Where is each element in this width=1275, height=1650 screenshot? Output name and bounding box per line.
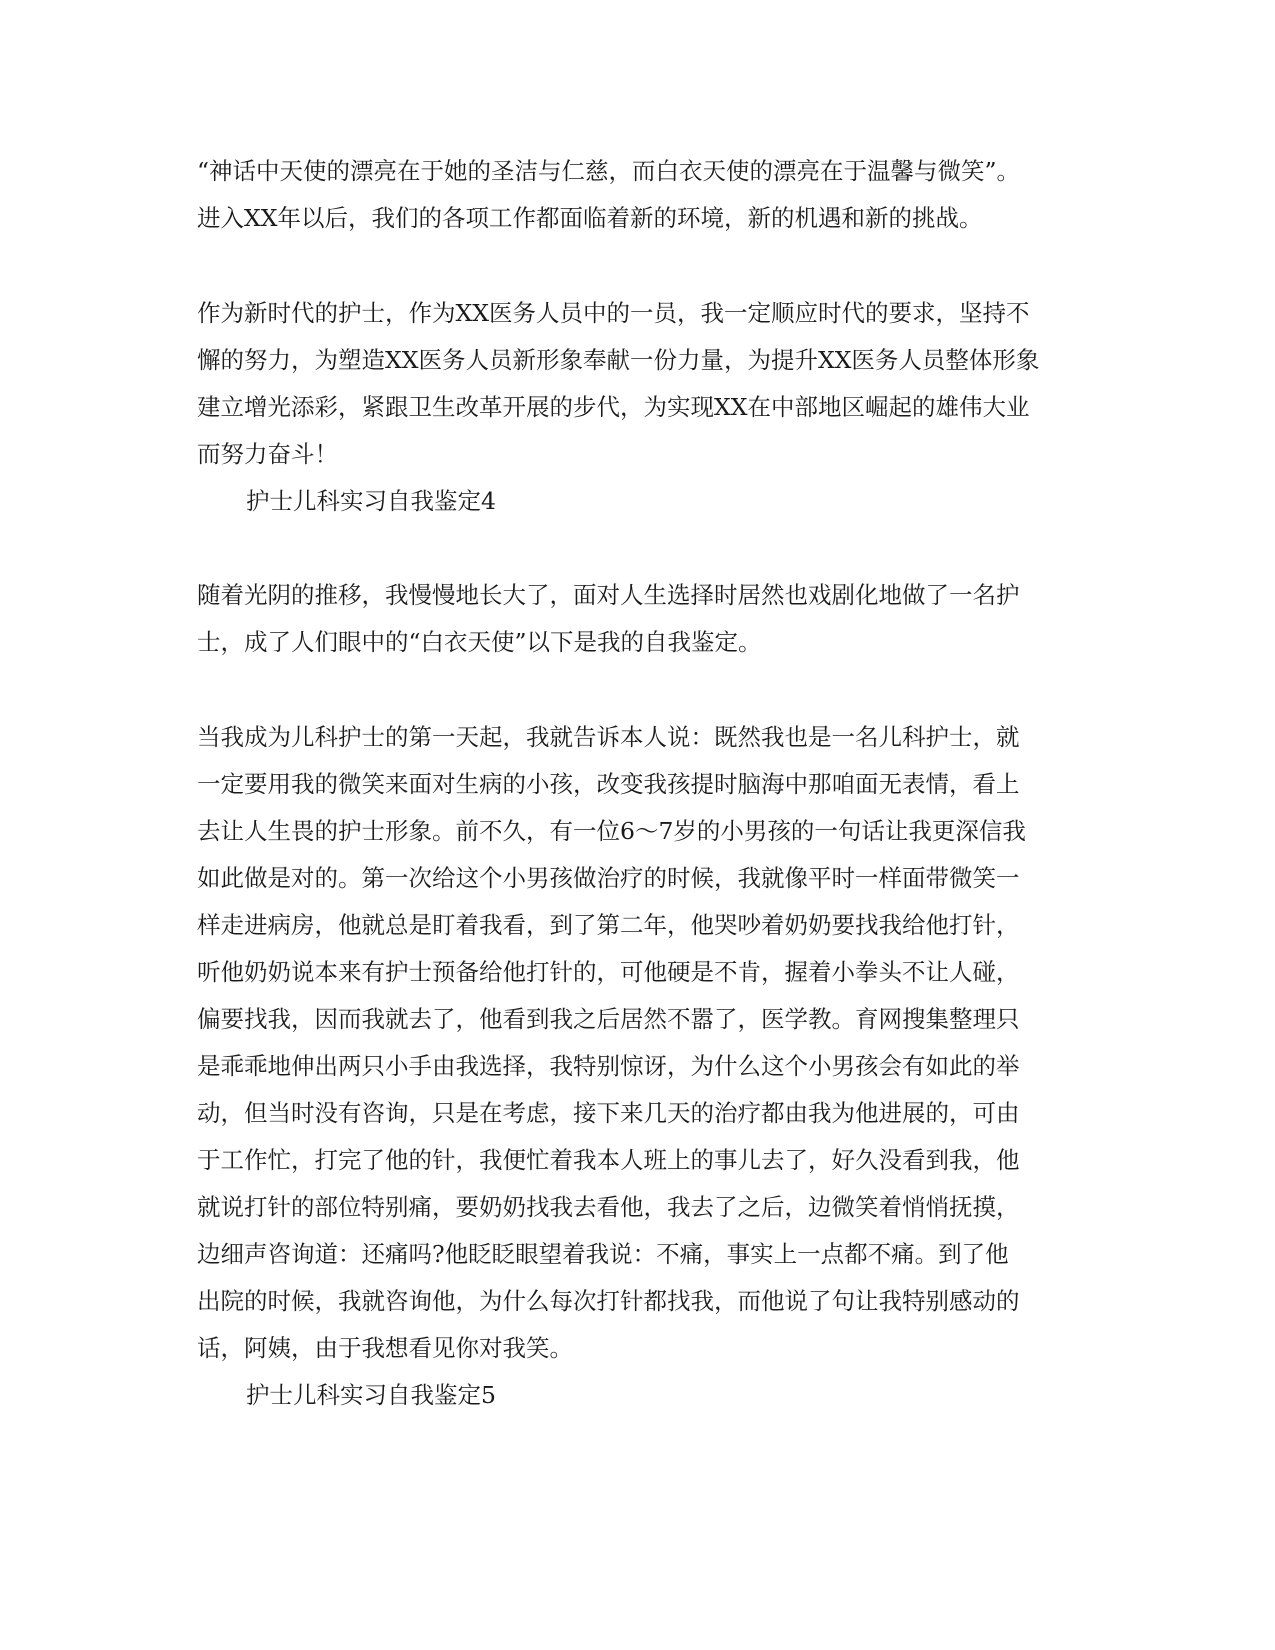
text-line: 偏要找我，因而我就去了，他看到我之后居然不嚣了，医学教。育网搜集整理只 — [197, 1005, 1020, 1033]
text-line: 进入XX年以后，我们的各项工作都面临着新的环境，新的机遇和新的挑战。 — [197, 204, 983, 232]
text-line: 当我成为儿科护士的第一天起，我就告诉本人说：既然我也是一名儿科护士，就 — [197, 723, 1020, 751]
text-line: 一定要用我的微笑来面对生病的小孩，改变我孩提时脑海中那咱面无表情，看上 — [197, 770, 1020, 798]
text-line: 话，阿姨，由于我想看见你对我笑。 — [197, 1334, 573, 1362]
text-line: 而努力奋斗！ — [197, 440, 338, 468]
text-line: 建立增光添彩，紧跟卫生改革开展的步代，为实现XX在中部地区崛起的雄伟大业 — [197, 393, 1030, 421]
text-line: 去让人生畏的护士形象。前不久，有一位6～7岁的小男孩的一句话让我更深信我 — [197, 817, 1026, 845]
text-line: 随着光阴的推移，我慢慢地长大了，面对人生选择时居然也戏剧化地做了一名护 — [197, 581, 1020, 609]
text-line: 如此做是对的。第一次给这个小男孩做治疗的时候，我就像平时一样面带微笑一 — [197, 864, 1020, 892]
text-line: 懈的努力，为塑造XX医务人员新形象奉献一份力量，为提升XX医务人员整体形象 — [197, 346, 1040, 374]
text-line: 作为新时代的护士，作为XX医务人员中的一员，我一定顺应时代的要求，坚持不 — [197, 299, 1030, 327]
text-line: 边细声咨询道：还痛吗?他眨眨眼望着我说：不痛，事实上一点都不痛。到了他 — [197, 1240, 1009, 1268]
text-line: 是乖乖地伸出两只小手由我选择，我特别惊讶，为什么这个小男孩会有如此的举 — [197, 1052, 1020, 1080]
text-line: 于工作忙，打完了他的针，我便忙着我本人班上的事儿去了，好久没看到我，他 — [197, 1146, 1020, 1174]
text-line: 出院的时候，我就咨询他，为什么每次打针都找我，而他说了句让我特别感动的 — [197, 1287, 1020, 1315]
text-line: 就说打针的部位特别痛，要奶奶找我去看他，我去了之后，边微笑着悄悄抚摸， — [197, 1193, 1020, 1221]
section-heading: 护士儿科实习自我鉴定4 — [246, 487, 496, 515]
text-line: 动，但当时没有咨询，只是在考虑，接下来几天的治疗都由我为他进展的，可由 — [197, 1099, 1020, 1127]
text-line: 听他奶奶说本来有护士预备给他打针的，可他硬是不肯，握着小拳头不让人碰， — [197, 958, 1020, 986]
section-heading: 护士儿科实习自我鉴定5 — [246, 1381, 496, 1409]
text-line: 士，成了人们眼中的“白衣天使”以下是我的自我鉴定。 — [197, 628, 762, 656]
text-line: 样走进病房，他就总是盯着我看，到了第二年，他哭吵着奶奶要找我给他打针， — [197, 911, 1020, 939]
text-line: “神话中天使的漂亮在于她的圣洁与仁慈，而白衣天使的漂亮在于温馨与微笑”。 — [197, 157, 1021, 185]
